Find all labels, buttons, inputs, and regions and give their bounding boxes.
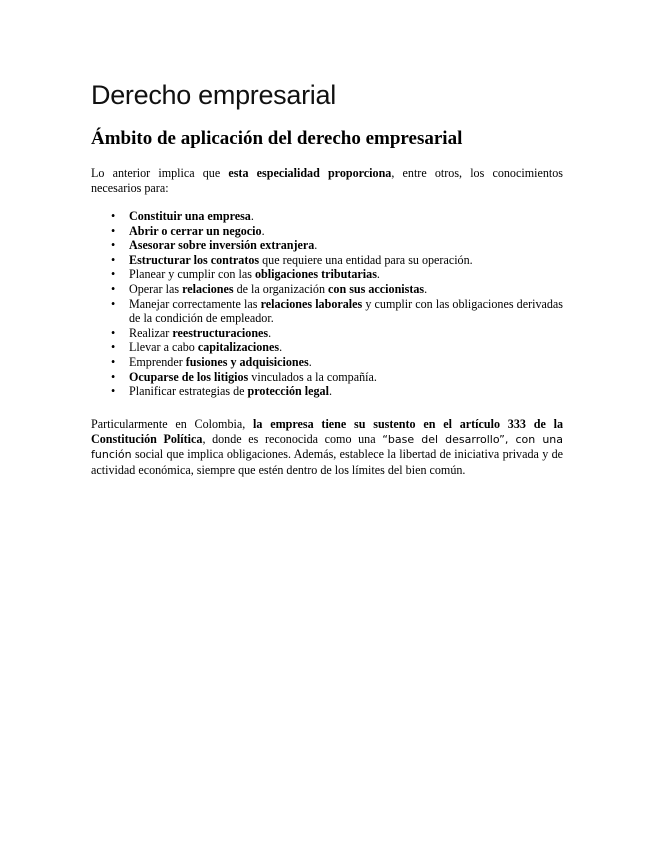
item-text: . [308, 354, 312, 369]
item-bold: Constituir una empresa [129, 209, 251, 223]
closing-bold: la empresa tiene su sustento en el artículo 333 de la Constitución Política [91, 417, 563, 446]
bullet-icon: • [111, 281, 116, 296]
bullet-icon: • [111, 238, 116, 253]
item-bold: fusiones y adquisiciones [185, 354, 309, 369]
bullet-icon: • [111, 325, 116, 340]
item-bold: relaciones laborales [260, 296, 363, 311]
closing-text-2: , donde es reconocida como una [202, 431, 383, 446]
item-text: que requiere una entidad para su operación. [259, 252, 473, 267]
item-text: . [376, 267, 380, 282]
intro-paragraph [91, 166, 563, 195]
list-item [91, 297, 563, 326]
list-item [91, 370, 563, 385]
item-text: Llevar a cabo [129, 340, 198, 355]
item-text: de la organización [233, 281, 329, 296]
item-text: . [328, 384, 332, 399]
item-bold: con sus accionistas [328, 281, 425, 296]
list-item [91, 340, 563, 355]
item-bold: Estructurar los contratos [129, 252, 260, 267]
item-text: . [314, 238, 318, 253]
item-text: Operar las [129, 281, 183, 296]
intro-bold-1: esta especialidad proporciona [228, 166, 392, 180]
item-bold: obligaciones tributarias [254, 267, 377, 282]
item-text: Realizar [129, 325, 173, 340]
list-item [91, 326, 563, 341]
item-bold: Ocuparse de los litigios [129, 369, 249, 384]
list-item [91, 267, 563, 282]
bullet-icon: • [111, 252, 116, 267]
list-item [91, 253, 563, 268]
bullet-icon: • [111, 369, 116, 384]
bullet-icon: • [111, 296, 116, 311]
item-text: . [268, 325, 272, 340]
list-item [91, 238, 563, 253]
item-bold: reestructuraciones [172, 325, 269, 340]
closing-quote: “base del desarrollo”, con una función [91, 432, 563, 462]
bullet-icon: • [111, 267, 116, 282]
bullet-icon: • [111, 354, 116, 369]
item-text: Manejar correctamente las [129, 296, 261, 311]
item-bold: relaciones [182, 281, 234, 296]
list-item [91, 224, 563, 239]
bullet-list [91, 209, 563, 399]
section-heading: Ámbito de aplicación del derecho empresarial [91, 128, 463, 149]
bullet-icon: • [111, 340, 116, 355]
item-text: vinculados a la compañía. [248, 369, 377, 384]
list-item [91, 209, 563, 224]
item-text: Planificar estrategias de [129, 384, 248, 399]
list-item [91, 355, 563, 370]
closing-text-3: social que implica obligaciones. Además, establece la libertad de iniciativa privada y de actividad económica, siempre que estén dentro de los límites del bien común. [91, 447, 563, 477]
document-title: Derecho empresarial [91, 80, 336, 110]
item-bold: Asesorar sobre inversión extranjera [129, 238, 315, 253]
intro-text-2: , entre otros, los conocimientos necesarios para: [91, 166, 563, 195]
item-text: . [261, 223, 265, 238]
bullet-icon: • [111, 209, 116, 223]
item-text: . [279, 340, 283, 355]
item-text: . [250, 209, 254, 223]
item-bold: protección legal [247, 384, 329, 399]
item-text: . [424, 281, 428, 296]
item-text: y cumplir con las obligaciones derivadas de la condición de empleador. [129, 296, 563, 326]
intro-text-1: Lo anterior implica que [91, 166, 229, 180]
item-text: Planear y cumplir con las [129, 267, 255, 282]
closing-paragraph [91, 417, 563, 477]
list-item [91, 282, 563, 297]
item-bold: Abrir o cerrar un negocio [129, 223, 262, 238]
bullet-icon: • [111, 384, 116, 399]
closing-text-1: Particularmente en Colombia, [91, 417, 254, 431]
item-text: Emprender [129, 354, 186, 369]
item-bold: capitalizaciones [197, 340, 280, 355]
list-item [91, 384, 563, 399]
bullet-icon: • [111, 223, 116, 238]
